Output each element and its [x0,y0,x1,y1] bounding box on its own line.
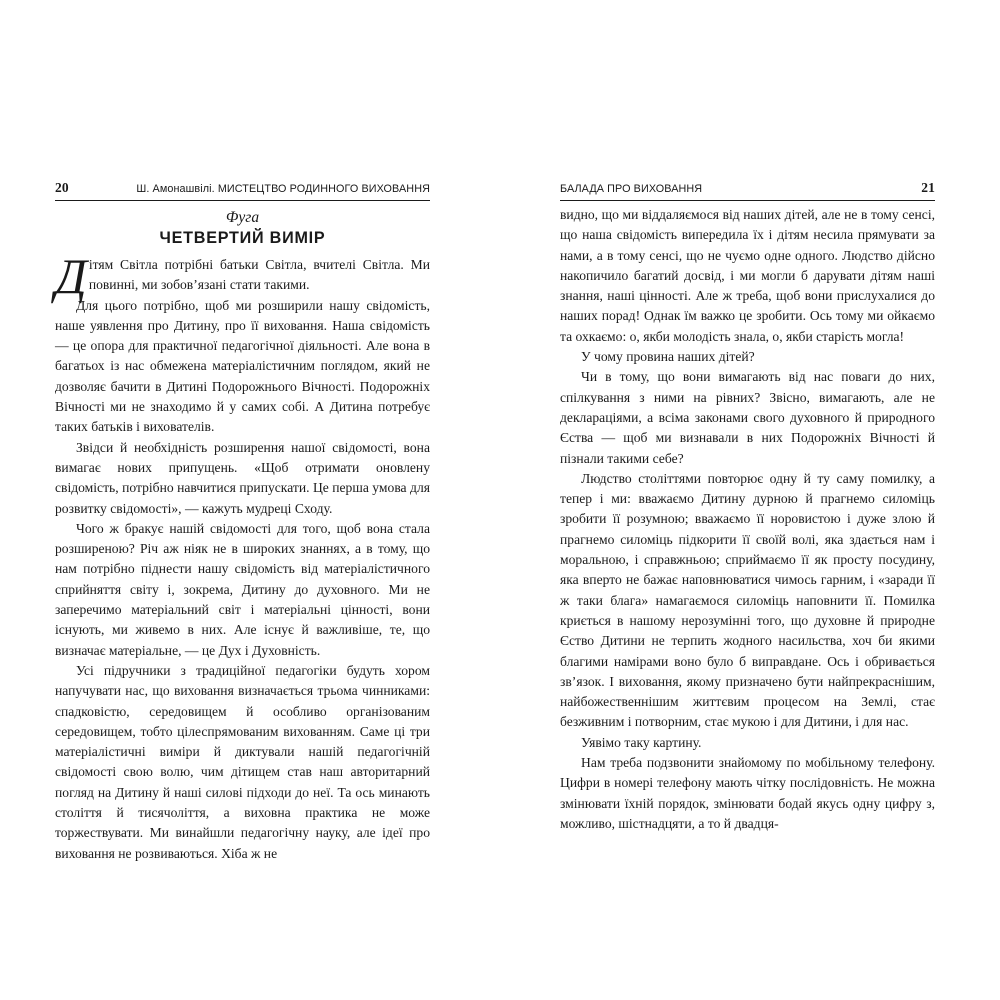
paragraph: Чи в тому, що вони вимагають від нас поваги до них, спілкування з ними на рівних? Звісно, вимагають, але не деклараціями, а всіма законами свого духовного й природного Єства — щоб ми визнавали в них Подорожніх Вічності й пізнали такими себе? [560,369,935,466]
paragraph: Дітям Світла потрібні батьки Світла, вчителі Світла. Ми повинні, ми зобов’язані стати такими. [55,248,430,304]
paragraph: видно, що ми віддаляємося від наших дітей, але не в тому сенсі, що наша свідомість випередила їх і дітям несила прямувати за нами, а в тому сенсі, що не чуємо одне одного. Людство дійсно накопичило багатий досвід, і ми могли б дарувати дітям наші знання, наші цінності. Але ж треба, щоб вони прислухалися до наших порад! Однак їм важко це зробити. Ось тому ми ойкаємо та охкаємо: о, якби молодість знала, о, якби старість могла! [560,207,935,344]
paragraph: Нам треба подзвонити знайомому по мобільному телефону. Цифри в номері телефону мають чітку послідовність. Не можна змінювати їхній порядок, змінювати бодай якусь одну цифру з, можливо, шістнадцяти, а то й двадця- [560,755,935,831]
right-running-head [560,180,935,201]
paragraph: Чого ж бракує нашій свідомості для того, щоб вона стала розширеною? Річ аж ніяк не в широких знаннях, а в тому, що нам потрібно піднести нашу свідомість від матеріалістичного сприйняття світу і, зокрема, Дитину до духовного. Ми не заперечимо матеріальний світ і матеріальні цінності, вони існують, ми живемо в них. Але існує й важливіше, те, що визначає матеріальне, — це Дух і Духовність. [55,520,430,658]
paragraph: Людство століттями повторює одну й ту саму помилку, а тепер і ми: вважаємо Дитину дурною й прагнемо силоміць зробити її розумною; вважаємо її норовистою і дуже злою й прагнемо силоміць підкорити її своїй волі, яка здається нам і моральною, і справжньою; сприймаємо її як просту посудину, яка вперто не бажає наповнюватися чимось гарним, і «заради її ж таки блага» намагаємося силоміць наповнити її. Помилка криється в нашому нерозумінні того, що духовне й природне Єство Дитини не терпить жодного насильства, хоч би якими благими намірами воно було б виправдане. Ось і обривається зв’язок. І виховання, якому призначено бути найпрекраснішим, найбожественнішим життєвим процесом на Землі, стає безживним і потворним, стає мукою і для Дитини, і для нас. [560,470,935,730]
paragraph: У чому провина наших дітей? [581,349,755,365]
right-running-title: БАЛАДА ПРО ВИХОВАННЯ [560,183,703,195]
paragraph: Звідси й необхідність розширення нашої свідомості, вона вимагає нових припущень. «Щоб отримати оновлену свідомість, потрібно навчитися припускати. Це перша умова для розвитку свідомості», — кажуть мудреці Сходу. [55,439,430,516]
section-title: ЧЕТВЕРТИЙ ВИМІР [159,228,326,247]
left-body-text [55,248,430,864]
left-page-number: 20 [55,180,69,195]
paragraph: Усі підручники з традиційної педагогіки будуть хором напучувати нас, що виховання визначається трьома чинниками: спадковістю, середовищем й особливо організованим середовищем, тобто цілеспрямованим вихованням. Саме ці три матеріалістичні виміри й диктували нашій педагогічній свідомості свою волю, чим дітищем став наш авторитарний погляд на Дитину й наші силові підходи до неї. Та ось минають століття й тисячоліття, а виховна практика не може торжествувати. Ми винайшли педагогічну науку, але ідеї про виховання не розвиваються. Хіба ж не [55,662,430,861]
section-kicker: Фуга [225,209,260,226]
left-page [55,180,430,864]
paragraph: Уявімо таку картину. [581,734,702,750]
right-body-text [560,205,935,834]
right-page-number: 21 [921,180,935,195]
left-running-head [55,180,430,201]
drop-cap: Д [55,248,87,304]
right-page [560,180,935,834]
paragraph: Для цього потрібно, щоб ми розширили нашу свідомість, наше уявлення про Дитину, про її виховання. Наша свідомість — це опора для практичної педагогічної діяльності. Але вона в багатьох із нас обмежена матеріалістичним поглядом, який не дозволяє бачити в Дитині Подорожнього Вічності. Подорожніх Вічності ми не знаходимо й у самих собі. А Дитина потребує таких батьків і вихователів. [55,297,430,435]
left-running-title: Ш. Амонашвілі. МИСТЕЦТВО РОДИННОГО ВИХОВАННЯ [136,183,430,195]
